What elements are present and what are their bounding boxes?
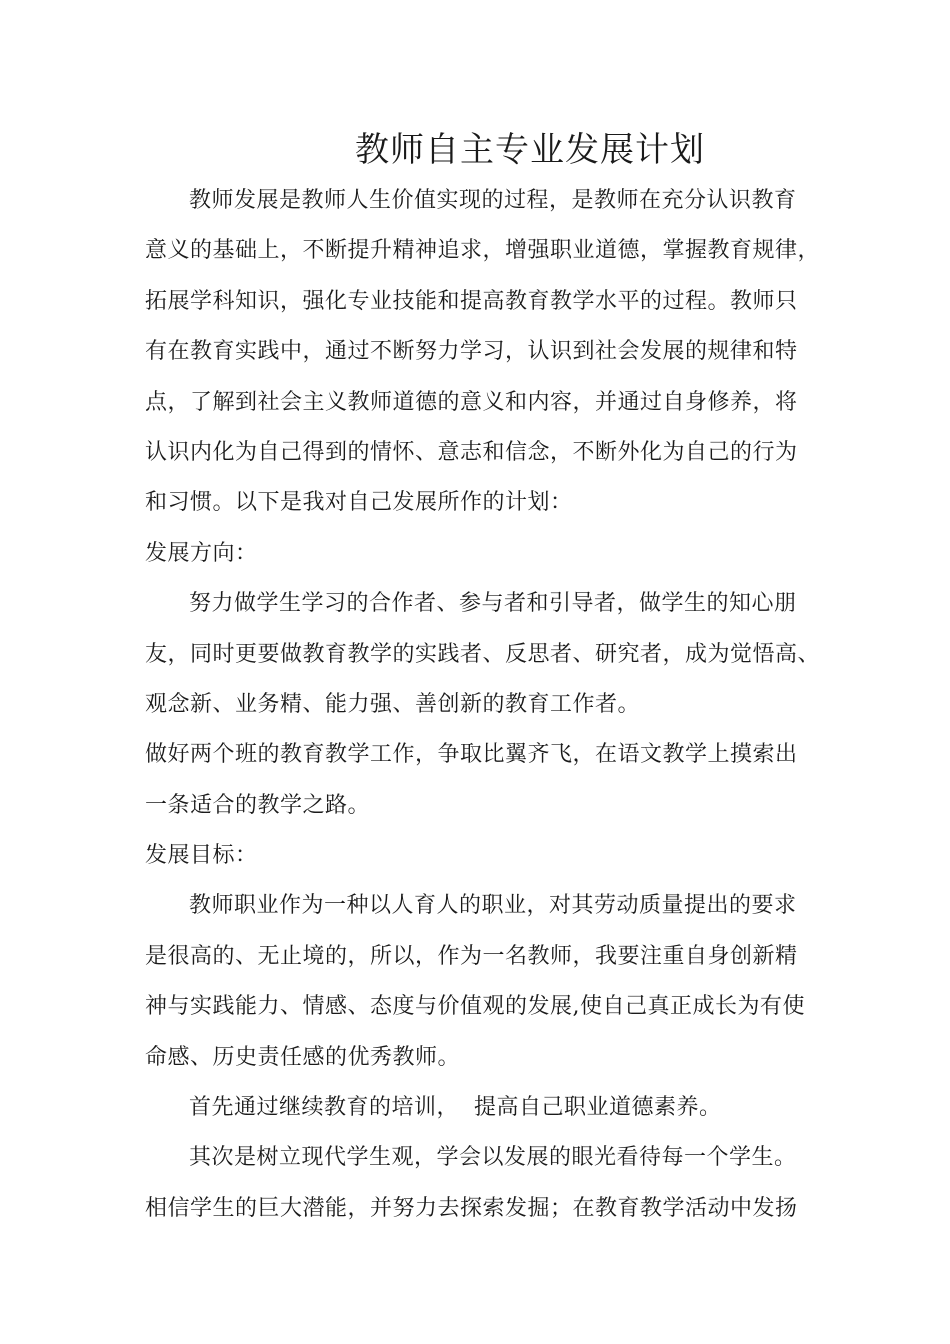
paragraph-line: 教师职业作为一种以人育人的职业，对其劳动质量提出的要求 <box>189 893 797 919</box>
paragraph-line: 友，同时更要做教育教学的实践者、反思者、研究者，成为觉悟高、 <box>145 641 821 667</box>
section-heading-goals: 发展目标： <box>145 843 258 869</box>
paragraph-line: 努力做学生学习的合作者、参与者和引导者，做学生的知心朋 <box>189 591 797 617</box>
paragraph-line: 命感、历史责任感的优秀教师。 <box>145 1044 461 1070</box>
document-body <box>145 176 835 1234</box>
paragraph-line: 一条适合的教学之路。 <box>145 792 371 818</box>
paragraph-line: 拓展学科知识，强化专业技能和提高教育教学水平的过程。教师只 <box>145 288 798 314</box>
paragraph-line: 认识内化为自己得到的情怀、意志和信念，不断外化为自己的行为 <box>145 439 798 465</box>
paragraph-line: 首先通过继续教育的培训， 提高自己职业道德素养。 <box>189 1095 722 1121</box>
paragraph-line: 和习惯。以下是我对自己发展所作的计划： <box>145 490 573 516</box>
paragraph-line: 意义的基础上，不断提升精神追求，增强职业道德，掌握教育规律， <box>145 238 821 264</box>
paragraph-line: 相信学生的巨大潜能，并努力去探索发掘；在教育教学活动中发扬 <box>145 1195 798 1221</box>
paragraph-line: 其次是树立现代学生观，学会以发展的眼光看待每一个学生。 <box>189 1145 797 1171</box>
paragraph-line: 观念新、业务精、能力强、善创新的教育工作者。 <box>145 691 641 717</box>
section-heading-direction: 发展方向： <box>145 540 258 566</box>
paragraph-line: 做好两个班的教育教学工作，争取比翼齐飞，在语文教学上摸索出 <box>145 742 798 768</box>
paragraph-line: 神与实践能力、情感、态度与价值观的发展,使自己真正成长为有使 <box>145 994 805 1020</box>
document-title: 教师自主专业发展计划 <box>355 130 705 170</box>
paragraph-line: 点，了解到社会主义教师道德的意义和内容，并通过自身修养，将 <box>145 389 798 415</box>
paragraph-line: 教师发展是教师人生价值实现的过程，是教师在充分认识教育 <box>189 188 797 213</box>
paragraph-line: 有在教育实践中，通过不断努力学习，认识到社会发展的规律和特 <box>145 339 798 365</box>
paragraph-line: 是很高的、无止境的，所以，作为一名教师，我要注重自身创新精 <box>145 943 798 969</box>
